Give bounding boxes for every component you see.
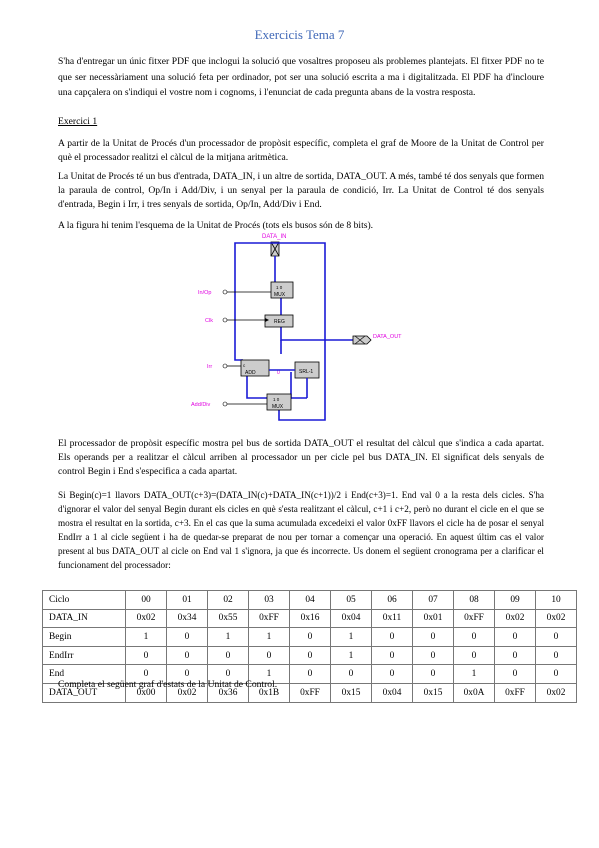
table-header-cell: 07 xyxy=(413,591,454,610)
irr-label: Irr xyxy=(207,364,213,370)
table-header-cell: Ciclo xyxy=(43,591,126,610)
statement-paragraph-1: A partir de la Unitat de Procés d'un processador de propòsit específic, completa el graf de Moore de la Unitat de Control per què el processador realitzi el càlcul de la mitjana aritmètica. xyxy=(58,138,544,163)
svg-text:MUX: MUX xyxy=(274,292,286,298)
intro-paragraph: S'ha d'entregar un únic fitxer PDF que inclogui la solució que vosaltres proposeu als problemes plantejats. El fitxer PDF no te que ser necessàriament una solució feta per ordinador, pot ser una solució escrita a ma i digitalitzada. El PDF ha d'incloure una capçalera on s'indiqui el vostre nom i cognoms, i l'enunciat de cada pregunta abans de la vostra resposta. xyxy=(58,56,544,98)
statement-paragraph-2: La Unitat de Procés té un bus d'entrada, DATA_IN, i un altre de sortida, DATA_OUT. A més, també té dos senyals que formen la paraula de control, Op/In i Add/Div, i un senyal per la paraula de condició, Irr. La Unitat de Control té dos senyals d'entrada, Begin i Irr, i tres senyals de sortida, Op/In, Add/Div i End. xyxy=(58,171,544,210)
table-row: DATA_OUT 0x00 0x02 0x36 0x1B 0xFF 0x15 0x04 0x15 0x0A 0xFF 0x02 xyxy=(43,683,577,702)
table-header-cell: 00 xyxy=(126,591,167,610)
table-header-cell: 03 xyxy=(249,591,290,610)
data-out-port xyxy=(353,336,371,344)
table-header-cell: 04 xyxy=(290,591,331,610)
exercise-heading: Exercici 1 xyxy=(58,116,98,127)
bus-wires xyxy=(235,243,353,420)
timing-description-paragraph: Si Begin(c)=1 llavors DATA_OUT(c+3)=(DATA_IN(c)+DATA_IN(c+1))/2 i End(c+3)=1. End val 0 a la resta dels cicles. S'ha d'ignorar el valor del senyal Begin durant els cicles en què s'esta realitzant el càlcul, c+1 i c+2, però no durant el cicle en el que se mostra el resultat en la sortida, c+3. En el cas que la suma acumulada excedeixi el valor 0xFF llavors el cicle ha de posar el senyal EndIrr a 1 al cicle següent i ha de quedar-se preparat de nou per tornar a començar una operació. En aquest últim cas el valor present al bus DATA_OUT al cicle on End val 1 s'ignora, ja que és incorrecte. Us donem el següent cronograma per a clarificar el funcionament del processador: xyxy=(58,490,544,570)
table-header-cell: 10 xyxy=(536,591,577,610)
table-row: EndIrr 0 0 0 0 0 1 0 0 0 0 0 xyxy=(43,646,577,665)
table-row: End 0 0 0 1 0 0 0 0 1 0 0 xyxy=(43,665,577,684)
svg-text:SRL-1: SRL-1 xyxy=(299,369,314,375)
closing-instruction: Completa el següent graf d'estats de la Unitat de Control. xyxy=(58,679,278,690)
clk-label: Clk xyxy=(205,318,213,324)
svg-text:0: 0 xyxy=(277,370,280,376)
in-op-label: In/Op xyxy=(198,290,212,296)
table-row: Begin 1 0 1 1 0 1 0 0 0 0 0 xyxy=(43,628,577,647)
table-header-cell: 08 xyxy=(454,591,495,610)
svg-text:MUX: MUX xyxy=(272,404,284,410)
data-out-label: DATA_OUT xyxy=(373,334,402,340)
svg-text:c: c xyxy=(243,363,246,368)
figure-caption: A la figura hi tenim l'esquema de la Unitat de Procés (tots els busos són de 8 bits). xyxy=(58,220,374,231)
svg-text:1 0: 1 0 xyxy=(276,285,283,290)
table-header-cell: 09 xyxy=(495,591,536,610)
table-header-row xyxy=(43,591,577,610)
table-header-cell: 06 xyxy=(372,591,413,610)
table-header-cell: 05 xyxy=(331,591,372,610)
process-unit-diagram xyxy=(185,230,415,426)
table-header-cell: 02 xyxy=(208,591,249,610)
svg-text:ADD: ADD xyxy=(245,370,256,376)
add-div-label: Add/Div xyxy=(191,402,211,408)
output-description-paragraph: El processador de propòsit específic mostra pel bus de sortida DATA_OUT el resultat del càlcul que s'indica a cada apartat. Els operands per a realitzar el càlcul arriben al processador un per cicle pel bus DATA_IN. El significat dels senyals de control Begin i End s'especifica a cada apartat. xyxy=(58,438,544,477)
data-in-label: DATA_IN xyxy=(262,234,287,240)
svg-text:REG: REG xyxy=(274,319,285,325)
page-title: Exercicis Tema 7 xyxy=(254,27,345,42)
svg-text:1 0: 1 0 xyxy=(273,397,280,402)
table-row: DATA_IN 0x02 0x34 0x55 0xFF 0x16 0x04 0x11 0x01 0xFF 0x02 0x02 xyxy=(43,609,577,628)
table-header-cell: 01 xyxy=(167,591,208,610)
